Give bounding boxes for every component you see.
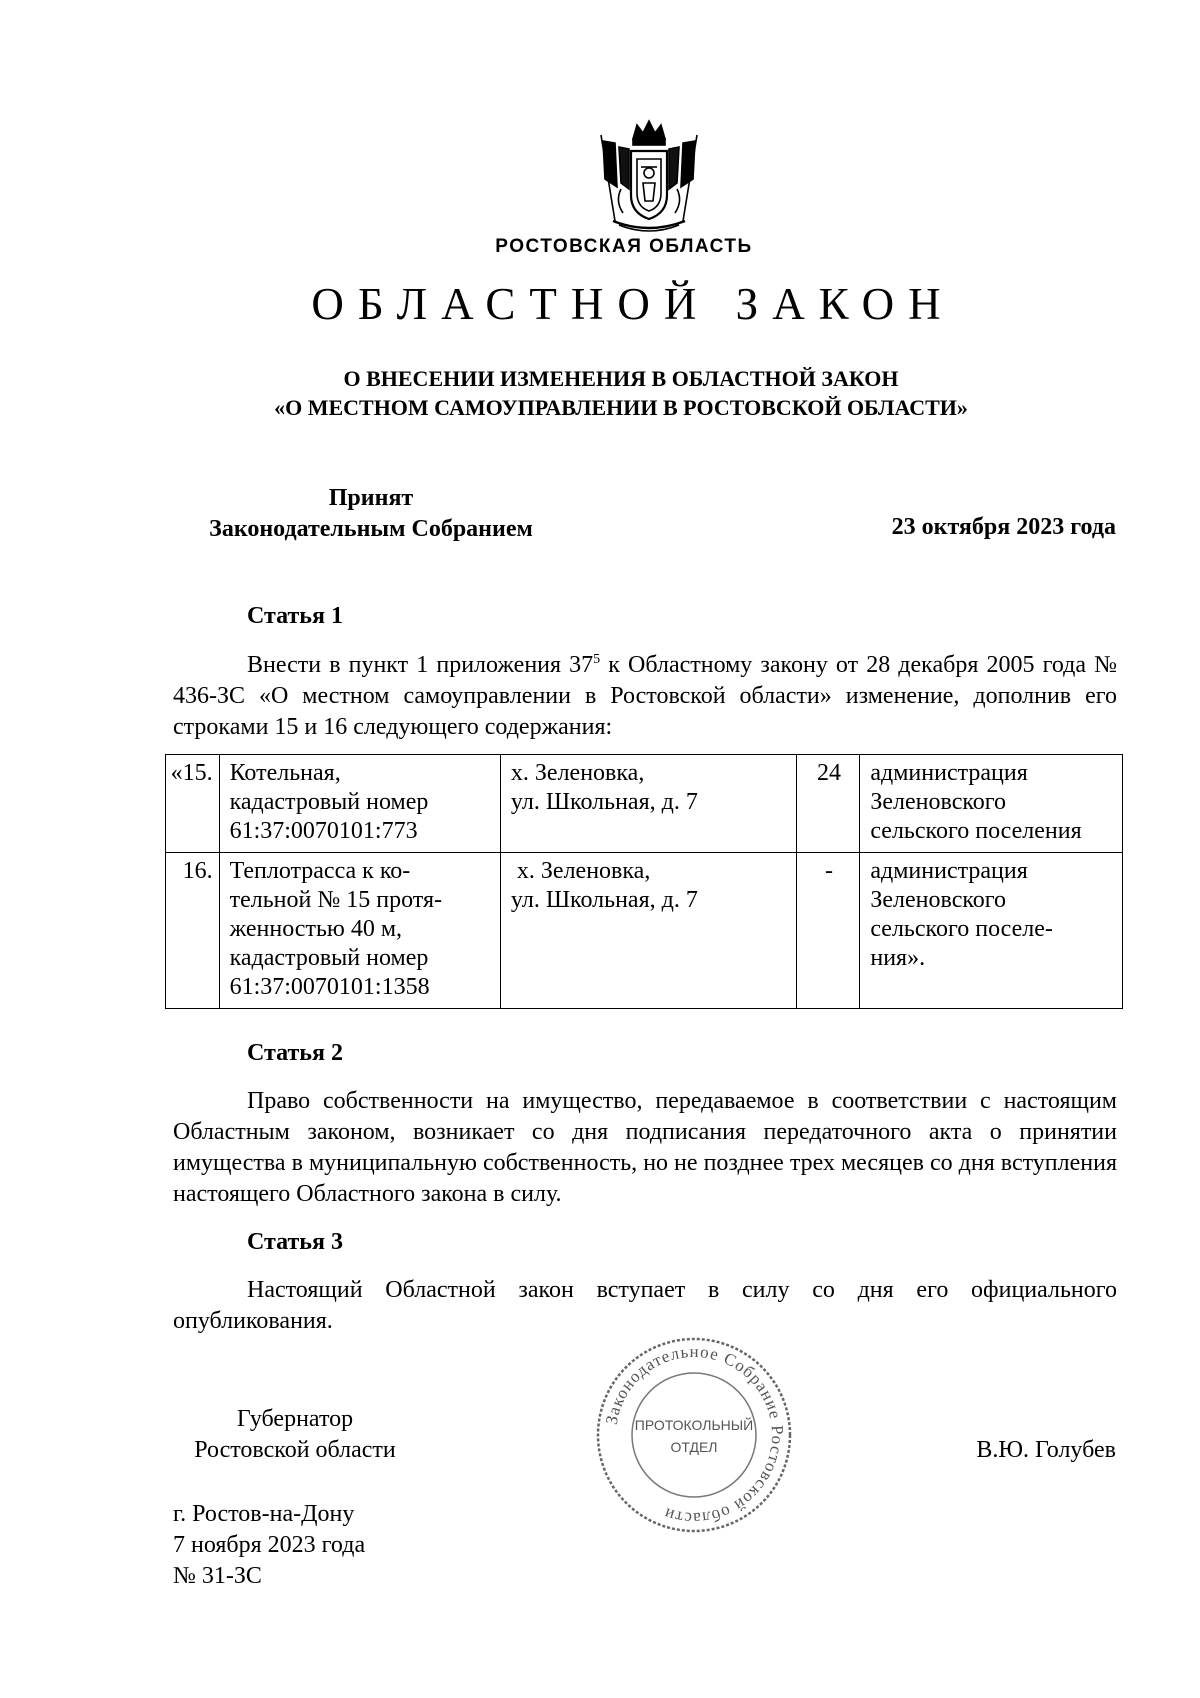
stamp-center-line-1: ПРОТОКОЛЬНЫЙ [634, 1417, 754, 1433]
article-1-superscript: 5 [593, 652, 601, 667]
address-line: х. Зеленовка, [510, 760, 645, 786]
address-line: х. Зеленовка, [510, 858, 651, 884]
signing-date: 7 ноября 2023 года [173, 1532, 366, 1558]
owner-cell [860, 853, 1123, 1009]
adoption-line-1: Принят [328, 485, 414, 511]
amendment-table [165, 754, 1123, 1009]
object-line: женностью 40 м, [229, 916, 402, 942]
law-title [0, 364, 1200, 422]
owner-line: Зеленовского [870, 789, 1007, 815]
object-line: кадастровый номер [229, 945, 429, 971]
object-line: Теплотрасса к ко- [229, 858, 411, 884]
article-1-text-start: Внести в пункт 1 приложения 37 [247, 652, 594, 678]
article-2-text: Право собственности на имущество, передаваемое в соответствии с настоящим Областным законом, возникает со дня подписания передаточного акта о принятии имущества в муниципальную собственность, но не позднее трех месяцев со дня вступления настоящего Областного закона в силу. [173, 1088, 1117, 1207]
law-title-line-1: О ВНЕСЕНИИ ИЗМЕНЕНИЯ В ОБЛАСТНОЙ ЗАКОН [343, 366, 899, 391]
article-3-text: Настоящий Областной закон вступает в силу со дня его официального опубликования. [173, 1277, 1117, 1334]
object-line: 61:37:0070101:1358 [229, 974, 430, 1000]
object-line: тельной № 15 протя- [229, 887, 442, 913]
object-line: кадастровый номер [229, 789, 429, 815]
table-row [166, 853, 1123, 1009]
law-title-line-2: «О МЕСТНОМ САМОУПРАВЛЕНИИ В РОСТОВСКОЙ ОБЛАСТИ» [274, 395, 968, 420]
article-1-heading: Статья 1 [247, 603, 343, 629]
owner-line: администрация [870, 858, 1028, 884]
adoption-line-2: Законодательным Собранием [209, 516, 533, 542]
article-1-text-end: к Областному закону от 28 декабря 2005 года № 436-ЗС «О местном самоуправлении в Ростовской области» изменение, дополнив его строками 15 и 16 следующего содержания: [173, 652, 1117, 740]
quantity-cell: - [796, 853, 860, 1009]
article-1-text [173, 644, 1117, 743]
object-cell [219, 755, 500, 853]
owner-line: сельского поселения [870, 818, 1082, 844]
row-number: 16. [166, 853, 220, 1009]
stamp-ring-text: Законодательное Собрание Ростовской области [601, 1341, 788, 1529]
signer-name: В.Ю. Голубев [976, 1437, 1116, 1463]
address-cell [500, 853, 796, 1009]
quantity-cell: 24 [796, 755, 860, 853]
owner-line: сельского поселе- [870, 916, 1053, 942]
governor-title-line-1: Губернатор [236, 1406, 354, 1432]
stamp-center-line-2: ОТДЕЛ [670, 1439, 718, 1455]
owner-cell [860, 755, 1123, 853]
address-line: ул. Школьная, д. 7 [510, 789, 698, 815]
region-name: РОСТОВСКАЯ ОБЛАСТЬ [495, 236, 753, 257]
governor-title-line-2: Ростовской области [194, 1437, 396, 1463]
owner-line: администрация [870, 760, 1028, 786]
law-number: № 31-ЗС [173, 1563, 262, 1589]
article-3-heading: Статья 3 [247, 1229, 343, 1255]
address-line: ул. Школьная, д. 7 [510, 887, 698, 913]
table-row [166, 755, 1123, 853]
object-line: Котельная, [229, 760, 341, 786]
object-cell [219, 853, 500, 1009]
adoption-block [176, 483, 566, 545]
document-type: ОБЛАСТНОЙ ЗАКОН [311, 279, 955, 329]
object-line: 61:37:0070101:773 [229, 818, 418, 844]
signing-place-block [173, 1499, 365, 1592]
owner-line: Зеленовского [870, 887, 1007, 913]
adoption-date: 23 октября 2023 года [891, 514, 1116, 540]
signing-city: г. Ростов-на-Дону [173, 1501, 355, 1527]
address-cell [500, 755, 796, 853]
owner-line: ния». [870, 945, 926, 971]
coat-of-arms-emblem [593, 117, 705, 237]
governor-title [170, 1404, 420, 1466]
official-stamp [594, 1335, 794, 1535]
article-2-heading: Статья 2 [247, 1040, 343, 1066]
row-number: «15. [166, 755, 220, 853]
